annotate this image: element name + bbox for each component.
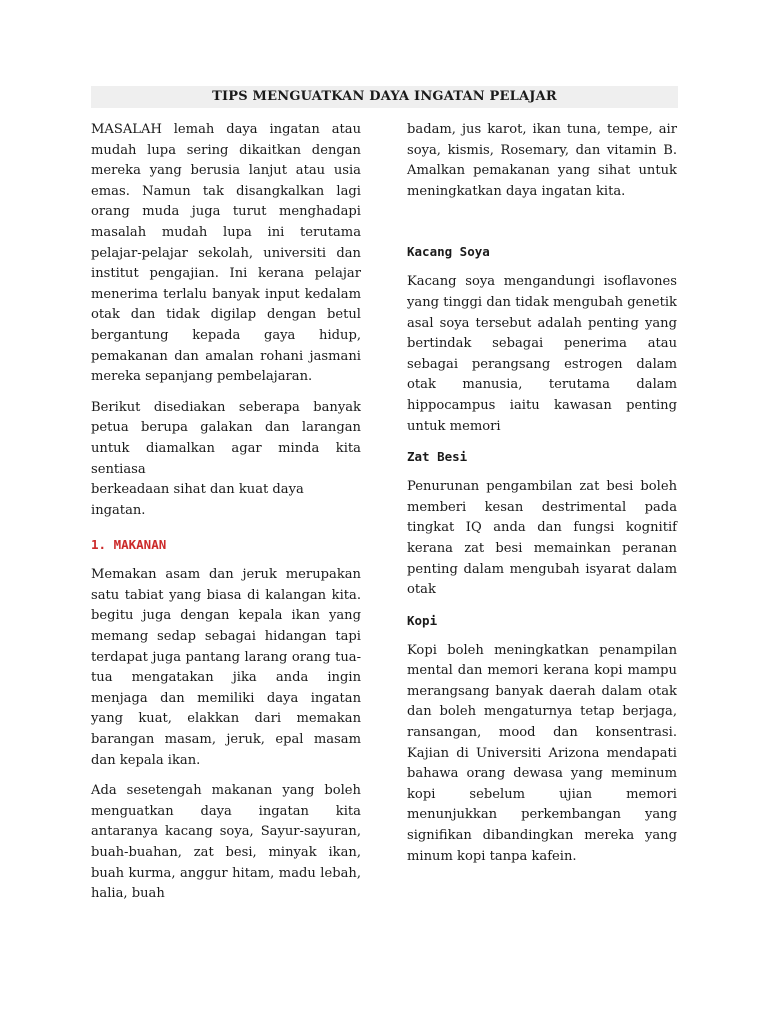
heading-makanan: 1. MAKANAN (91, 537, 167, 553)
intro-paragraph: MASALAH lemah daya ingatan atau mudah lupa sering dikaitkan dengan mereka yang berusia lanjut atau usia emas. Namun tak disangkalkan lagi orang muda juga turut menghadapi masalah mudah lupa ini terutama pelajar-pelajar sekolah, universiti dan institut pengajian. Ini kerana pelajar menerima terlalu banyak input kedalam otak dan tidak digilap dengan betul bergantung kepada gaya hidup, pemakanan dan amalan rohani jasmani mereka sepanjang pembelajaran. (91, 122, 361, 385)
tips-paragraph-line1: Berikut disediakan seberapa banyak petua berupa galakan dan larangan untuk diamalkan agar minda kita sentiasa (91, 399, 361, 477)
tips-paragraph-line2: berkeadaan sihat dan kuat daya ingatan. (91, 482, 304, 518)
makanan-paragraph-2: Ada sesetengah makanan yang boleh menguatkan daya ingatan kita antaranya kacang soya, Sayur-sayuran, buah-buahan, zat besi, minyak ikan, buah kurma, anggur hitam, madu lebah, halia, buah (91, 783, 361, 902)
soya-paragraph: Kacang soya mengandungi isoflavones yang tinggi dan tidak mengubah genetik asal soya tersebut adalah penting yang bertindak sebagai penerima atau sebagai perangsang estrogen dalam otak manusia, terutama dalam hippocampus iaitu kawasan penting untuk memori (407, 274, 677, 434)
zat-besi-paragraph: Penurunan pengambilan zat besi boleh memberi kesan destrimental pada tingkat IQ anda dan fungsi kognitif kerana zat besi memainkan peranan penting dalam mengubah isyarat dalam otak (407, 479, 677, 598)
continued-paragraph: badam, jus karot, ikan tuna, tempe, air soya, kismis, Rosemary, dan vitamin B. Amalkan pemakanan yang sihat untuk meningkatkan daya ingatan kita. (407, 122, 677, 199)
left-column (91, 120, 361, 915)
kopi-paragraph: Kopi boleh meningkatkan penampilan mental dan memori kerana kopi mampu merangsang banyak daerah dalam otak dan boleh mengaturnya tetap berjaga, ransangan, mood dan konsentrasi. Kajian di Universiti Arizona mendapati bahawa orang dewasa yang meminum kopi sebelum ujian memori menunjukkan perkembangan yang signifikan dibandingkan mereka yang minum kopi tanpa kafein. (407, 642, 677, 864)
heading-zat-besi: Zat Besi (407, 449, 468, 465)
heading-kacang-soya: Kacang Soya (407, 244, 490, 260)
makanan-paragraph-1: Memakan asam dan jeruk merupakan satu tabiat yang biasa di kalangan kita. begitu juga dengan kepala ikan yang memang sedap sebagai hidangan tapi terdapat juga pantang larang orang tua-tua mengatakan jika anda ingin menjaga dan memiliki daya ingatan yang kuat, elakkan dari memakan barangan masam, jeruk, epal masam dan kepala ikan. (91, 567, 361, 768)
heading-kopi: Kopi (407, 612, 438, 628)
right-column (407, 120, 677, 877)
document-title: TIPS MENGUATKAN DAYA INGATAN PELAJAR (91, 86, 678, 108)
